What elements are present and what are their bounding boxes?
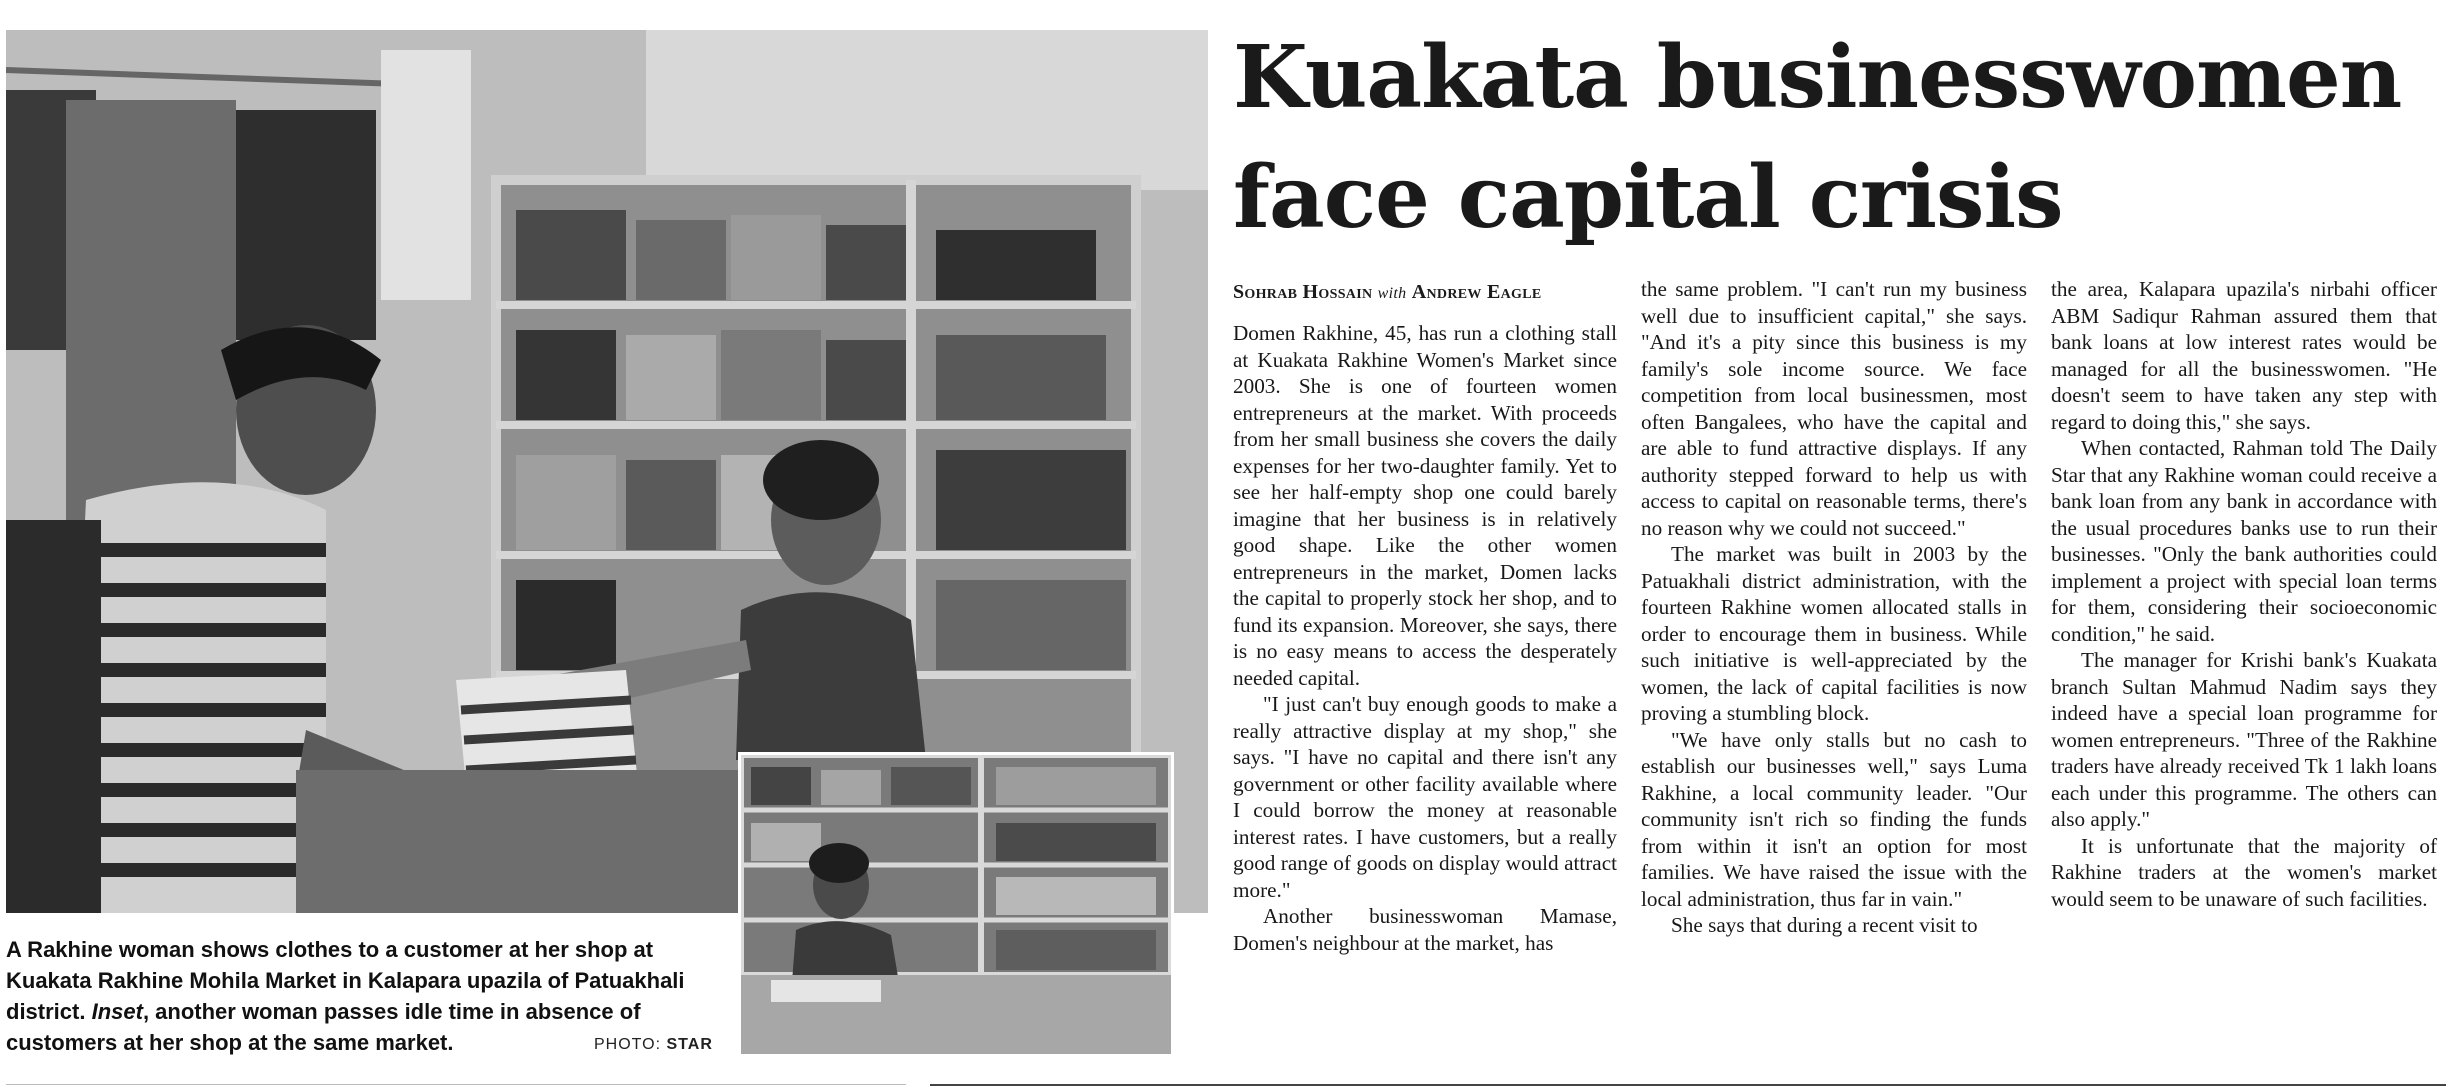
article-byline	[1233, 281, 1541, 304]
byline-author-1: Sohrab Hossain	[1233, 281, 1373, 303]
paragraph: "We have only stalls but no cash to establish our businesses well," says Luma Rakhine, a local community leader. "Our community isn't rich so finding the funds from within it isn't an option for most families. We have raised the issue with the local administration, thus far in vain."	[1641, 727, 2027, 911]
caption-text-1: A Rakhine woman shows clothes to a customer at her shop at Kuakata Rakhine Mohila Market in Kalapara upazila of Patuakhali district.	[6, 937, 685, 1024]
article-headline	[1233, 18, 2448, 258]
article-column-2	[1641, 276, 2027, 939]
paragraph: It is unfortunate that the majority of Rakhine traders at the women's market would seem to be unaware of such facilities.	[2051, 833, 2437, 911]
byline-with: with	[1377, 285, 1407, 302]
paragraph: "I just can't buy enough goods to make a really attractive display at my shop," she says. "I have no capital and there isn't any government or other facility available where I could borrow the money at reasonable interest rates. I have customers, but a really good range of goods on display would attract more."	[1233, 692, 1617, 902]
paragraph: She says that during a recent visit to	[1671, 913, 1978, 937]
paragraph: Another businesswoman Mamase, Domen's neighbour at the market, has	[1233, 904, 1617, 955]
headline-line-2: face capital crisis	[1233, 147, 2063, 248]
headline-line-1: Kuakata businesswomen	[1233, 27, 2402, 128]
paragraph: The market was built in 2003 by the Patuakhali district administration, with the fourteen Rakhine women allocated stalls in order to encourage them in business. While such initiative is well-appreciated by the women, the lack of capital facilities is now proving a stumbling block.	[1641, 542, 2027, 725]
caption-inset-word: Inset	[91, 999, 143, 1024]
photo-credit-source: STAR	[666, 1036, 713, 1053]
byline-author-2: Andrew Eagle	[1411, 281, 1542, 303]
photo-credit-label: PHOTO:	[594, 1036, 662, 1053]
bottom-divider-left	[6, 1084, 906, 1085]
inset-photo	[738, 752, 1174, 1057]
bottom-divider	[930, 1084, 2446, 1086]
article-column-3	[2051, 276, 2437, 912]
article-column-1	[1233, 320, 1617, 956]
paragraph: The manager for Krishi bank's Kuakata branch Sultan Mahmud Nadim says they indeed have a special loan programme for women entrepreneurs. "Three of the Rakhine traders have already received Tk 1 lakh loans each under this programme. The others can also apply."	[2051, 648, 2437, 831]
inset-shop-illustration	[741, 755, 1171, 1054]
caption-text-2: , another woman passes idle time in absence of customers at her shop at the same market.	[6, 999, 641, 1055]
paragraph: Domen Rakhine, 45, has run a clothing stall at Kuakata Rakhine Women's Market since 2003. She is one of fourteen women entrepreneurs at the market. With proceeds from her small business she covers the daily expenses for her two-daughter family. Yet to see her half-empty shop one could barely imagine that her business is in relatively good shape. Like the other women entrepreneurs in the market, Domen lacks the capital to properly stock her shop, and to fund its expansion. Moreover, she says, there is no easy means to access the desperately needed capital.	[1233, 321, 1617, 690]
paragraph: When contacted, Rahman told The Daily Star that any Rakhine woman could receive a bank loan from any bank in accordance with the usual procedures banks use to run their businesses. "Only the bank authorities could implement a project with special loan terms for them, considering their socioeconomic condition," he said.	[2051, 436, 2437, 646]
paragraph: the area, Kalapara upazila's nirbahi officer ABM Sadiqur Rahman assured them that bank loans at low interest rates would be managed for all the businesswomen. "He doesn't seem to have taken any step with regard to doing this," she says.	[2051, 277, 2437, 434]
paragraph: the same problem. "I can't run my business well due to insufficient capital," she says. "And it's a pity since this business is my family's sole income source. We face competition from local businessmen, most often Bangalees, who have the capital and are able to fund attractive displays. If any authority stepped forward to help us with access to capital on reasonable terms, there's no reason why we could not succeed."	[1641, 277, 2027, 540]
photo-credit	[594, 1036, 713, 1054]
